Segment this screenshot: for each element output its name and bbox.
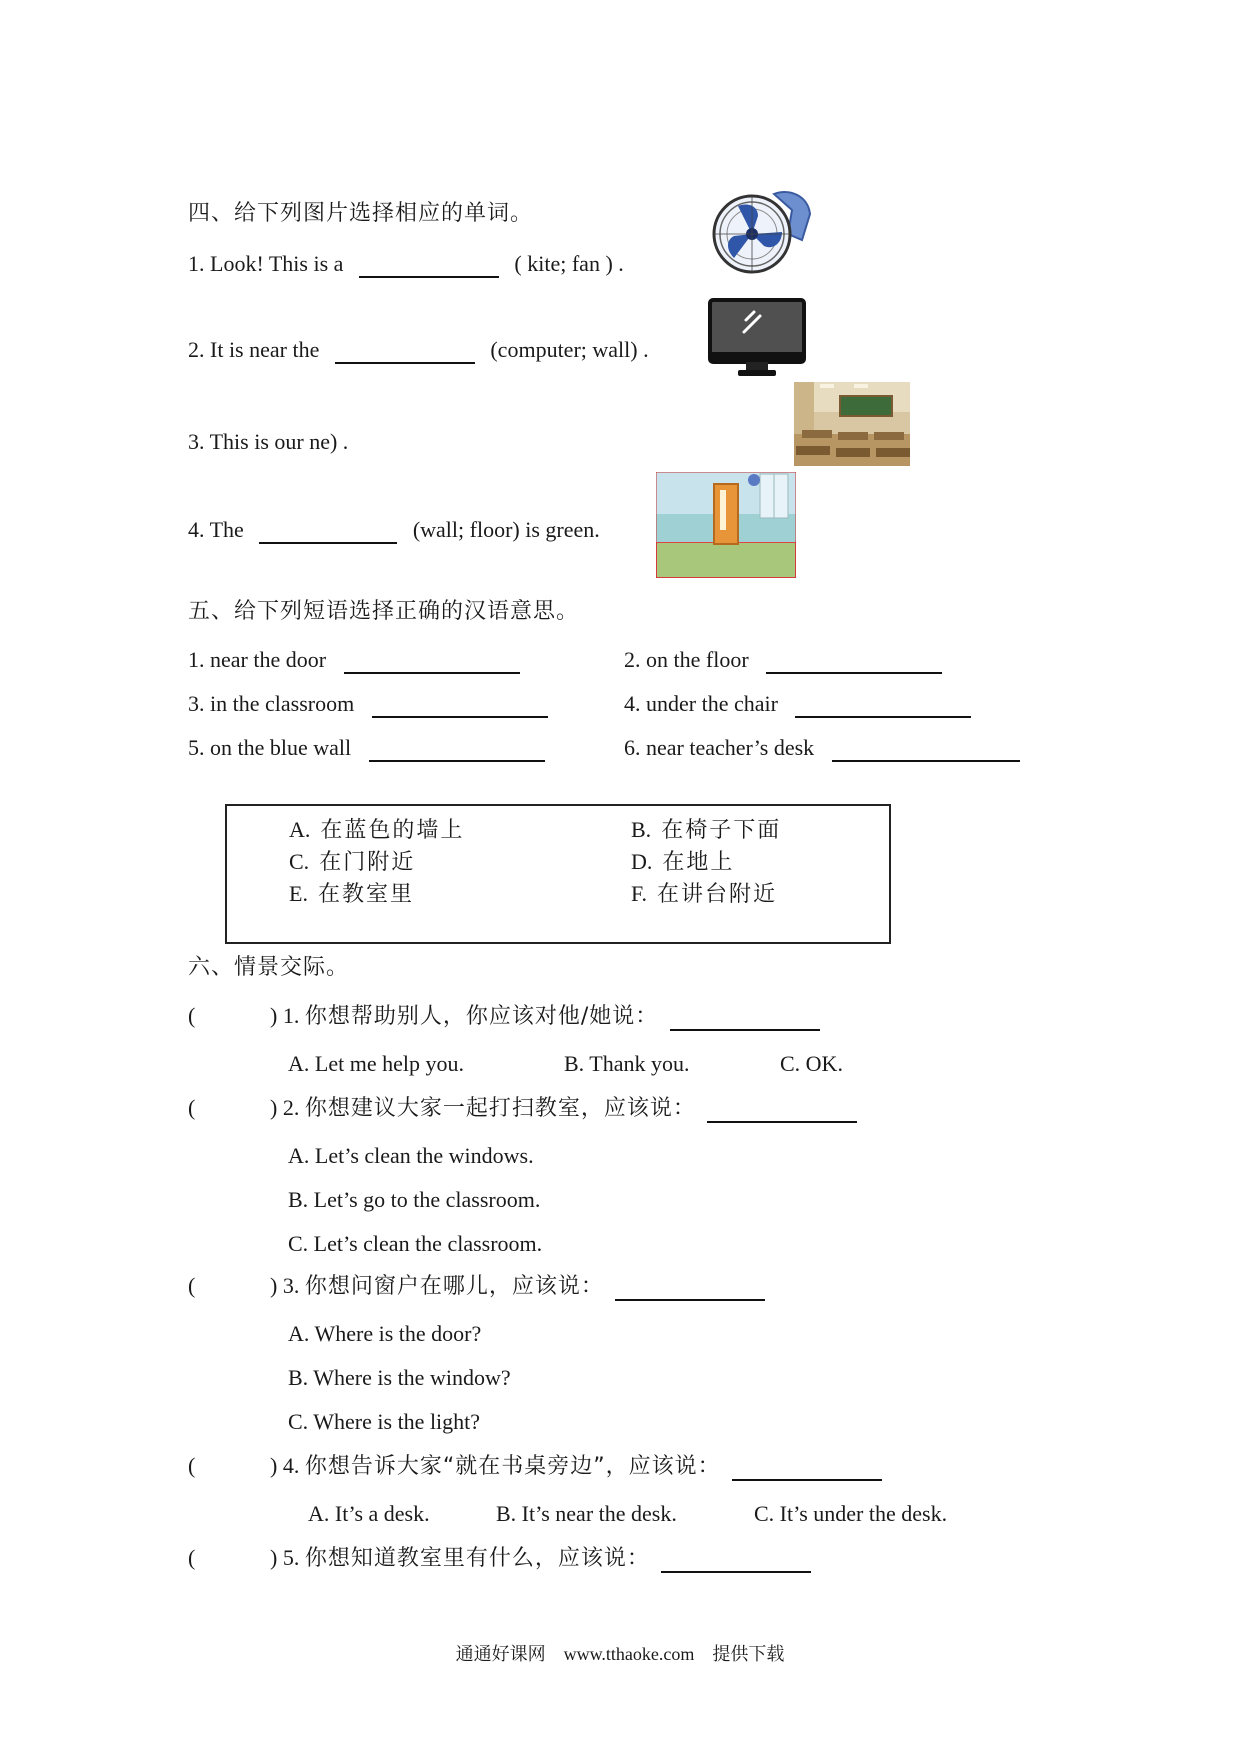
- s5-item-4-text: 4. under the chair: [624, 691, 778, 716]
- s6-q1: [270, 1002, 820, 1031]
- s4-q2: [188, 336, 649, 364]
- s6-q4-number: ) 4.: [270, 1453, 300, 1478]
- option-d-letter: D.: [631, 849, 653, 874]
- option-f: [631, 880, 777, 909]
- option-d: [631, 848, 734, 877]
- s6-q2: [270, 1094, 857, 1123]
- s6-q5-number: ) 5.: [270, 1545, 300, 1570]
- s6-q2-number: ) 2.: [270, 1095, 300, 1120]
- footer-url[interactable]: www.tthaoke.com: [563, 1644, 695, 1664]
- s5-item-6-blank[interactable]: [832, 738, 1020, 762]
- s6-q2-choice-c: C. Let’s clean the classroom.: [288, 1231, 543, 1256]
- s5-item-1-text: 1. near the door: [188, 647, 327, 672]
- page-footer: [0, 1640, 1240, 1666]
- s5-item-3-blank[interactable]: [372, 694, 548, 718]
- option-b: [631, 816, 781, 845]
- s6-q2-blank[interactable]: [707, 1099, 857, 1123]
- s5-item-2-blank[interactable]: [766, 650, 942, 674]
- s6-q1-prompt: 你想帮助别人，你应该对他/她说：: [304, 1004, 659, 1029]
- option-c: [289, 848, 415, 877]
- fan-icon: [710, 188, 814, 280]
- s5-item-6: [624, 734, 1020, 762]
- s6-q4: [270, 1452, 882, 1481]
- s6-q1-number: ) 1.: [270, 1003, 300, 1028]
- option-a: [289, 816, 464, 845]
- s4-q4-post: (wall; floor) is green.: [412, 517, 600, 542]
- s6-q3-blank[interactable]: [615, 1277, 765, 1301]
- footer-tail: 提供下载: [712, 1644, 785, 1665]
- s4-q1-blank[interactable]: [359, 254, 499, 278]
- s6-q3-choice-b: B. Where is the window?: [288, 1365, 511, 1390]
- option-f-letter: F.: [631, 881, 647, 906]
- s5-item-4-blank[interactable]: [795, 694, 971, 718]
- s4-q1-pre: 1. Look! This is a: [188, 251, 344, 276]
- section6-title: 六、情景交际。: [188, 955, 350, 980]
- s5-item-3-text: 3. in the classroom: [188, 691, 355, 716]
- options-box: [225, 804, 891, 944]
- option-b-letter: B.: [631, 817, 652, 842]
- s4-q3: 3. This is our ne) .: [188, 429, 349, 454]
- computer-monitor-icon: [708, 298, 806, 378]
- s6-q3-paren-open: (: [188, 1273, 196, 1298]
- s6-q3-number: ) 3.: [270, 1273, 300, 1298]
- section4-title: 四、给下列图片选择相应的单词。: [188, 201, 534, 226]
- s6-q2-choice-a: A. Let’s clean the windows.: [288, 1143, 534, 1168]
- classroom-photo: [794, 382, 910, 466]
- s4-q2-post: (computer; wall) .: [490, 337, 649, 362]
- s5-item-6-text: 6. near teacher’s desk: [624, 735, 815, 760]
- s4-q4: [188, 516, 600, 544]
- s5-item-1-blank[interactable]: [344, 650, 520, 674]
- s6-q2-choice-b: B. Let’s go to the classroom.: [288, 1187, 541, 1212]
- s5-item-5-blank[interactable]: [369, 738, 545, 762]
- option-f-text: 在讲台附近: [656, 882, 777, 907]
- s5-item-3: [188, 690, 548, 718]
- s4-q4-pre: 4. The: [188, 517, 244, 542]
- s6-q5-paren-open: (: [188, 1545, 196, 1570]
- room-wall-floor-illustration: [656, 472, 796, 578]
- option-c-text: 在门附近: [319, 850, 416, 875]
- s6-q1-choice-c: C. OK.: [780, 1051, 843, 1076]
- footer-site: 通通好课网: [455, 1644, 546, 1665]
- s6-q4-prompt: 你想告诉大家“就在书桌旁边”，应该说：: [304, 1454, 721, 1479]
- s4-q1-post: ( kite; fan ) .: [514, 251, 624, 276]
- s6-q5: [270, 1544, 811, 1573]
- s5-item-1: [188, 646, 520, 674]
- s4-q1: [188, 250, 624, 278]
- s6-q3-choice-c: C. Where is the light?: [288, 1409, 481, 1434]
- option-a-letter: A.: [289, 817, 311, 842]
- s6-q3-choice-a: A. Where is the door?: [288, 1321, 482, 1346]
- s6-q1-choice-b: B. Thank you.: [564, 1051, 690, 1076]
- option-c-letter: C.: [289, 849, 310, 874]
- s4-q2-pre: 2. It is near the: [188, 337, 320, 362]
- s6-q1-choice-a: A. Let me help you.: [288, 1051, 464, 1076]
- s6-q1-blank[interactable]: [670, 1007, 820, 1031]
- s6-q3: [270, 1272, 765, 1301]
- s6-q2-prompt: 你想建议大家一起打扫教室，应该说：: [304, 1096, 696, 1121]
- s5-item-2-text: 2. on the floor: [624, 647, 749, 672]
- option-a-text: 在蓝色的墙上: [320, 818, 465, 843]
- s6-q4-choice-a: A. It’s a desk.: [308, 1501, 430, 1526]
- s6-q2-paren-open: (: [188, 1095, 196, 1120]
- s5-item-5: [188, 734, 545, 762]
- s5-item-5-text: 5. on the blue wall: [188, 735, 352, 760]
- s6-q4-blank[interactable]: [732, 1457, 882, 1481]
- option-e-letter: E.: [289, 881, 308, 906]
- s6-q4-paren-open: (: [188, 1453, 196, 1478]
- option-e: [289, 880, 414, 909]
- option-d-text: 在地上: [662, 850, 735, 875]
- s6-q1-paren-open: (: [188, 1003, 196, 1028]
- s5-item-4: [624, 690, 971, 718]
- s6-q4-choice-c: C. It’s under the desk.: [754, 1501, 948, 1526]
- s6-q5-blank[interactable]: [661, 1549, 811, 1573]
- s4-q4-blank[interactable]: [259, 520, 397, 544]
- option-b-text: 在椅子下面: [661, 818, 782, 843]
- s4-q2-blank[interactable]: [335, 340, 475, 364]
- s6-q4-choice-b: B. It’s near the desk.: [496, 1501, 677, 1526]
- s5-item-2: [624, 646, 942, 674]
- s6-q3-prompt: 你想问窗户在哪儿，应该说：: [304, 1274, 604, 1299]
- s6-q5-prompt: 你想知道教室里有什么，应该说：: [304, 1546, 650, 1571]
- option-e-text: 在教室里: [317, 882, 414, 907]
- section5-title: 五、给下列短语选择正确的汉语意思。: [188, 599, 580, 624]
